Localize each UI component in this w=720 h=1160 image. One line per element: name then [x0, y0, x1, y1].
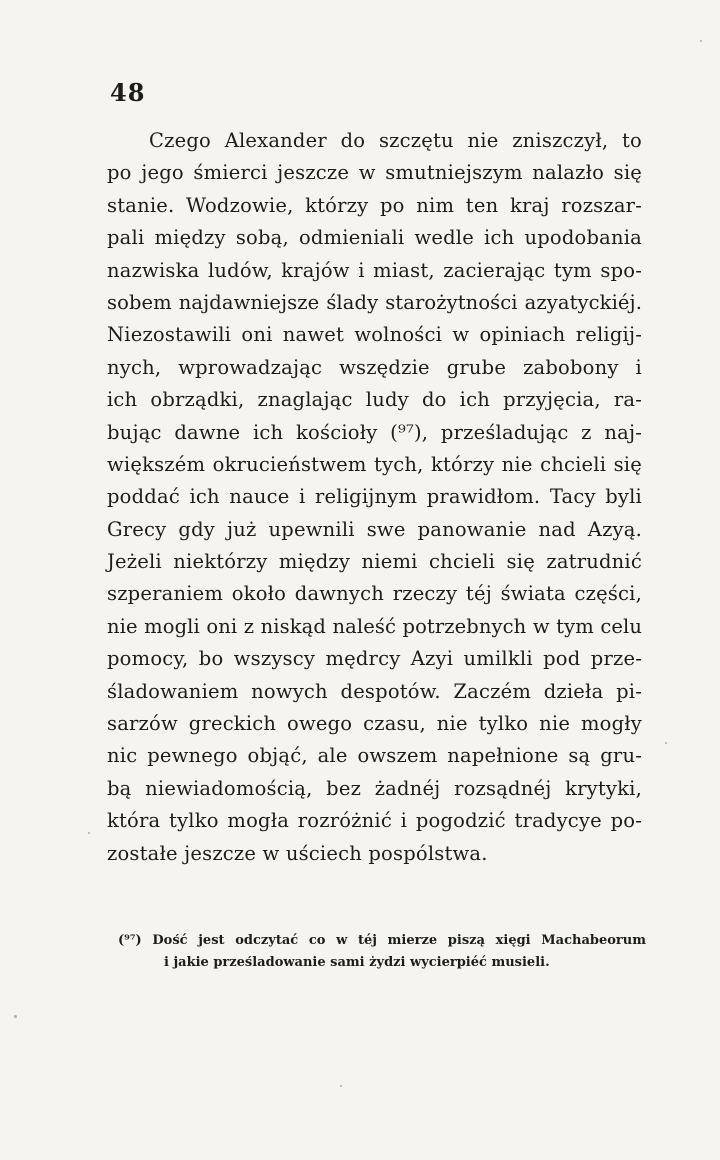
paper-speck [700, 40, 702, 42]
text-line: stanie. Wodzowie, którzy po nim ten kraj rozszar- [107, 193, 642, 217]
text-line: ich obrządki, znaglając ludy do ich przyjęcia, ra- [107, 388, 642, 412]
text-line: bą niewiadomością, bez żadnéj rozsądnéj krytyki, [107, 776, 642, 800]
text-line: sarzów greckich owego czasu, nie tylko nie mogły [107, 712, 642, 736]
paper-speck [14, 1015, 17, 1018]
body-paragraph [107, 125, 642, 870]
text-line: poddać ich nauce i religijnym prawidłom. Tacy byli [107, 485, 642, 509]
footnote [118, 930, 646, 974]
paper-speck [88, 832, 90, 834]
page-number: 48 [110, 78, 146, 107]
text-line: pomocy, bo wszyscy mędrcy Azyi umilkli pod prze- [107, 647, 642, 671]
text-line: która tylko mogła rozróżnić i pogodzić tradycye po- [107, 809, 642, 833]
text-line: Grecy gdy już upewnili swe panowanie nad Azyą. [107, 517, 642, 541]
footnote-line: (⁹⁷) Dość jest odczytać co w téj mierze piszą xięgi Machabeorum [118, 933, 646, 948]
text-line: pali między sobą, odmieniali wedle ich upodobania [107, 226, 642, 250]
footnote-line: i jakie prześladowanie sami żydzi wycierpiéć musieli. [164, 955, 550, 970]
text-line: szperaniem około dawnych rzeczy téj świata części, [107, 582, 642, 606]
text-line: nazwiska ludów, krajów i miast, zacierając tym spo- [107, 258, 642, 282]
text-line: sobem najdawniejsze ślady starożytności azyatyckiéj. [107, 290, 642, 314]
text-line: większém okrucieństwem tych, którzy nie chcieli się [107, 452, 642, 476]
text-line: nych, wprowadzając wszędzie grube zabobony i [107, 355, 642, 379]
text-line: po jego śmierci jeszcze w smutniejszym nalazło się [107, 161, 642, 185]
paper-speck [340, 1085, 342, 1087]
text-line: nie mogli oni z niskąd naleść potrzebnych w tym celu [107, 614, 642, 638]
text-line: Czego Alexander do szczętu nie zniszczył, to [149, 129, 642, 152]
text-line: Jeżeli niektórzy między niemi chcieli się zatrudnić [107, 550, 642, 574]
text-line: Niezostawili oni nawet wolności w opiniach religij- [107, 323, 642, 347]
text-line: zostałe jeszcze w uściech pospólstwa. [107, 841, 488, 865]
text-line: śladowaniem nowych despotów. Zaczém dzieła pi- [107, 679, 642, 703]
text-line: nic pewnego objąć, ale owszem napełnione są gru- [107, 744, 642, 768]
paper-speck [665, 742, 667, 744]
text-line: bując dawne ich kościoły (⁹⁷), prześladując z naj- [107, 420, 642, 444]
